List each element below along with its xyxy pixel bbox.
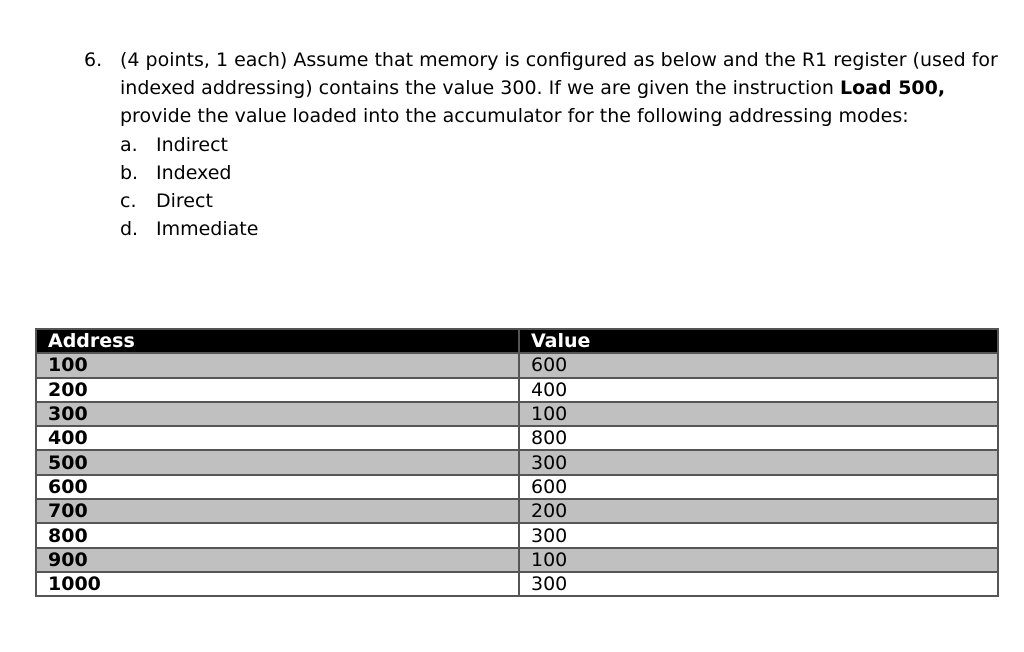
value-cell: 300: [519, 523, 998, 547]
table-row: [36, 548, 998, 572]
option-d: [120, 215, 1004, 243]
value-cell: 200: [519, 499, 998, 523]
table-row: [36, 378, 998, 402]
option-text: Indirect: [156, 133, 228, 156]
option-b: [120, 159, 1004, 187]
table-row: [36, 353, 998, 377]
address-cell: 1000: [36, 572, 519, 596]
question-outro: provide the value loaded into the accumulator for the following addressing modes:: [120, 105, 909, 128]
value-cell: 600: [519, 475, 998, 499]
option-a: [120, 131, 1004, 159]
address-cell: 100: [36, 353, 519, 377]
value-cell: 800: [519, 426, 998, 450]
address-cell: 200: [36, 378, 519, 402]
table-row: [36, 450, 998, 474]
table-body: [36, 353, 998, 596]
question-intro: (4 points, 1 each) Assume that memory is configured as below and the R1 register (used for indexed addressing) contains the value 300. If we are given the instruction: [120, 49, 998, 100]
question-text: [120, 46, 1004, 131]
option-letter: c.: [120, 189, 137, 212]
option-text: Direct: [156, 189, 213, 212]
question-block: [84, 46, 1004, 243]
table-row: [36, 475, 998, 499]
value-cell: 300: [519, 450, 998, 474]
memory-table: [35, 328, 999, 597]
address-cell: 900: [36, 548, 519, 572]
address-cell: 700: [36, 499, 519, 523]
value-header: Value: [519, 329, 998, 353]
address-cell: 800: [36, 523, 519, 547]
table-row: [36, 499, 998, 523]
options-list: [84, 131, 1004, 243]
address-cell: 600: [36, 475, 519, 499]
table-row: [36, 426, 998, 450]
option-letter: b.: [120, 161, 139, 184]
value-cell: 600: [519, 353, 998, 377]
option-c: [120, 187, 1004, 215]
table-row: [36, 572, 998, 596]
address-cell: 300: [36, 402, 519, 426]
value-cell: 400: [519, 378, 998, 402]
option-letter: d.: [120, 217, 139, 240]
value-cell: 100: [519, 548, 998, 572]
address-cell: 500: [36, 450, 519, 474]
address-header: Address: [36, 329, 519, 353]
value-cell: 300: [519, 572, 998, 596]
value-cell: 100: [519, 402, 998, 426]
address-cell: 400: [36, 426, 519, 450]
question-instruction: Load 500,: [840, 77, 946, 100]
table-row: [36, 523, 998, 547]
option-letter: a.: [120, 133, 138, 156]
option-text: Indexed: [156, 161, 232, 184]
question-number: 6.: [84, 49, 103, 71]
table-header-row: [36, 329, 998, 353]
option-text: Immediate: [156, 217, 259, 240]
table-row: [36, 402, 998, 426]
